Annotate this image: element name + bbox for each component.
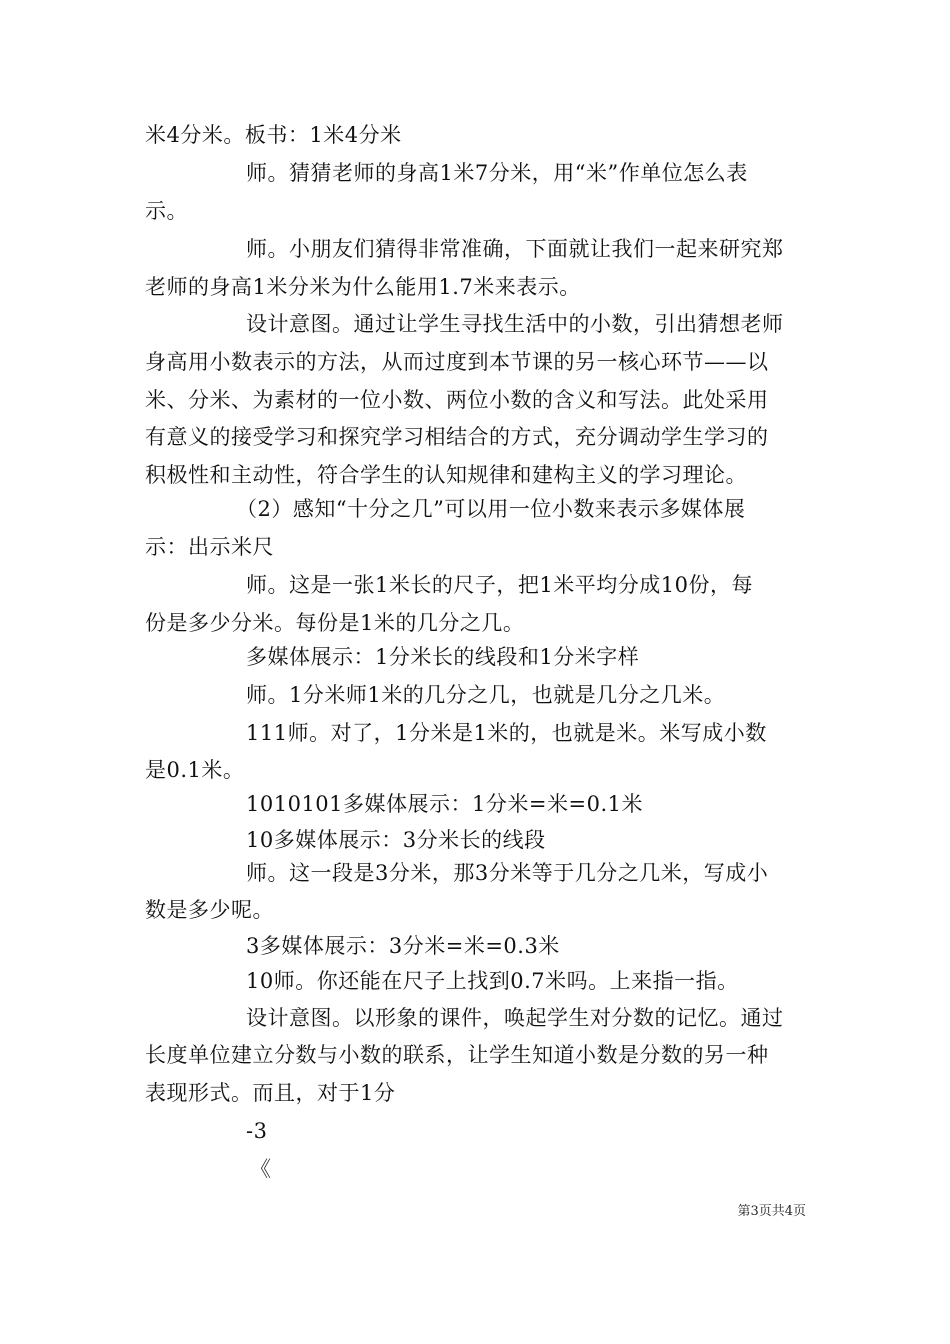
text-line: 是0.1米。	[145, 758, 245, 782]
text-line: 多媒体展示：1分米长的线段和1分米字样	[246, 645, 640, 669]
text-line: 3多媒体展示：3分米=米=0.3米	[246, 934, 560, 958]
text-line: 师。这是一张1米长的尺子，把1米平均分成10份，每	[246, 573, 753, 597]
text-line: 长度单位建立分数与小数的联系，让学生知道小数是分数的另一种	[145, 1043, 769, 1067]
text-line: 《	[250, 1157, 272, 1181]
text-line: 表现形式。而且，对于1分	[145, 1081, 396, 1105]
text-line: 积极性和主动性，符合学生的认知规律和建构主义的学习理论。	[145, 463, 747, 487]
text-line: （2）感知“十分之几”可以用一位小数来表示多媒体展	[236, 497, 746, 521]
text-line: 老师的身高1米分米为什么能用1.7米来表示。	[145, 275, 581, 299]
text-line: 示。	[145, 199, 188, 223]
text-line: 设计意图。以形象的课件，唤起学生对分数的记忆。通过	[246, 1006, 784, 1030]
text-line: 数是多少呢。	[145, 898, 274, 922]
text-line: 身高用小数表示的方法，从而过度到本节课的另一核心环节——以	[145, 350, 769, 374]
text-line: 师。小朋友们猜得非常准确，下面就让我们一起来研究郑	[246, 237, 784, 261]
text-line: -3	[246, 1119, 268, 1143]
text-line: 111师。对了，1分米是1米的，也就是米。米写成小数	[246, 721, 767, 745]
text-line: 10师。你还能在尺子上找到0.7米吗。上来指一指。	[246, 969, 739, 993]
text-line: 师。这一段是3分米，那3分米等于几分之几米，写成小	[246, 861, 769, 885]
text-line: 示：出示米尺	[145, 535, 274, 559]
text-line: 师。猜猜老师的身高1米7分米，用“米”作单位怎么表	[246, 161, 748, 185]
text-line: 1010101多媒体展示：1分米=米=0.1米	[246, 792, 643, 816]
text-line: 设计意图。通过让学生寻找生活中的小数，引出猜想老师	[246, 312, 784, 336]
text-line: 有意义的接受学习和探究学习相结合的方式，充分调动学生学习的	[145, 425, 769, 449]
text-line: 10多媒体展示：3分米长的线段	[246, 828, 546, 852]
text-line: 份是多少分米。每份是1米的几分之几。	[145, 611, 525, 635]
text-line: 米、分米、为素材的一位小数、两位小数的含义和写法。此处采用	[145, 388, 769, 412]
text-line: 米4分米。板书：1米4分米	[145, 123, 402, 147]
text-line: 师。1分米师1米的几分之几，也就是几分之几米。	[246, 683, 726, 707]
page-number-footer: 第3页共4页	[737, 1204, 806, 1219]
